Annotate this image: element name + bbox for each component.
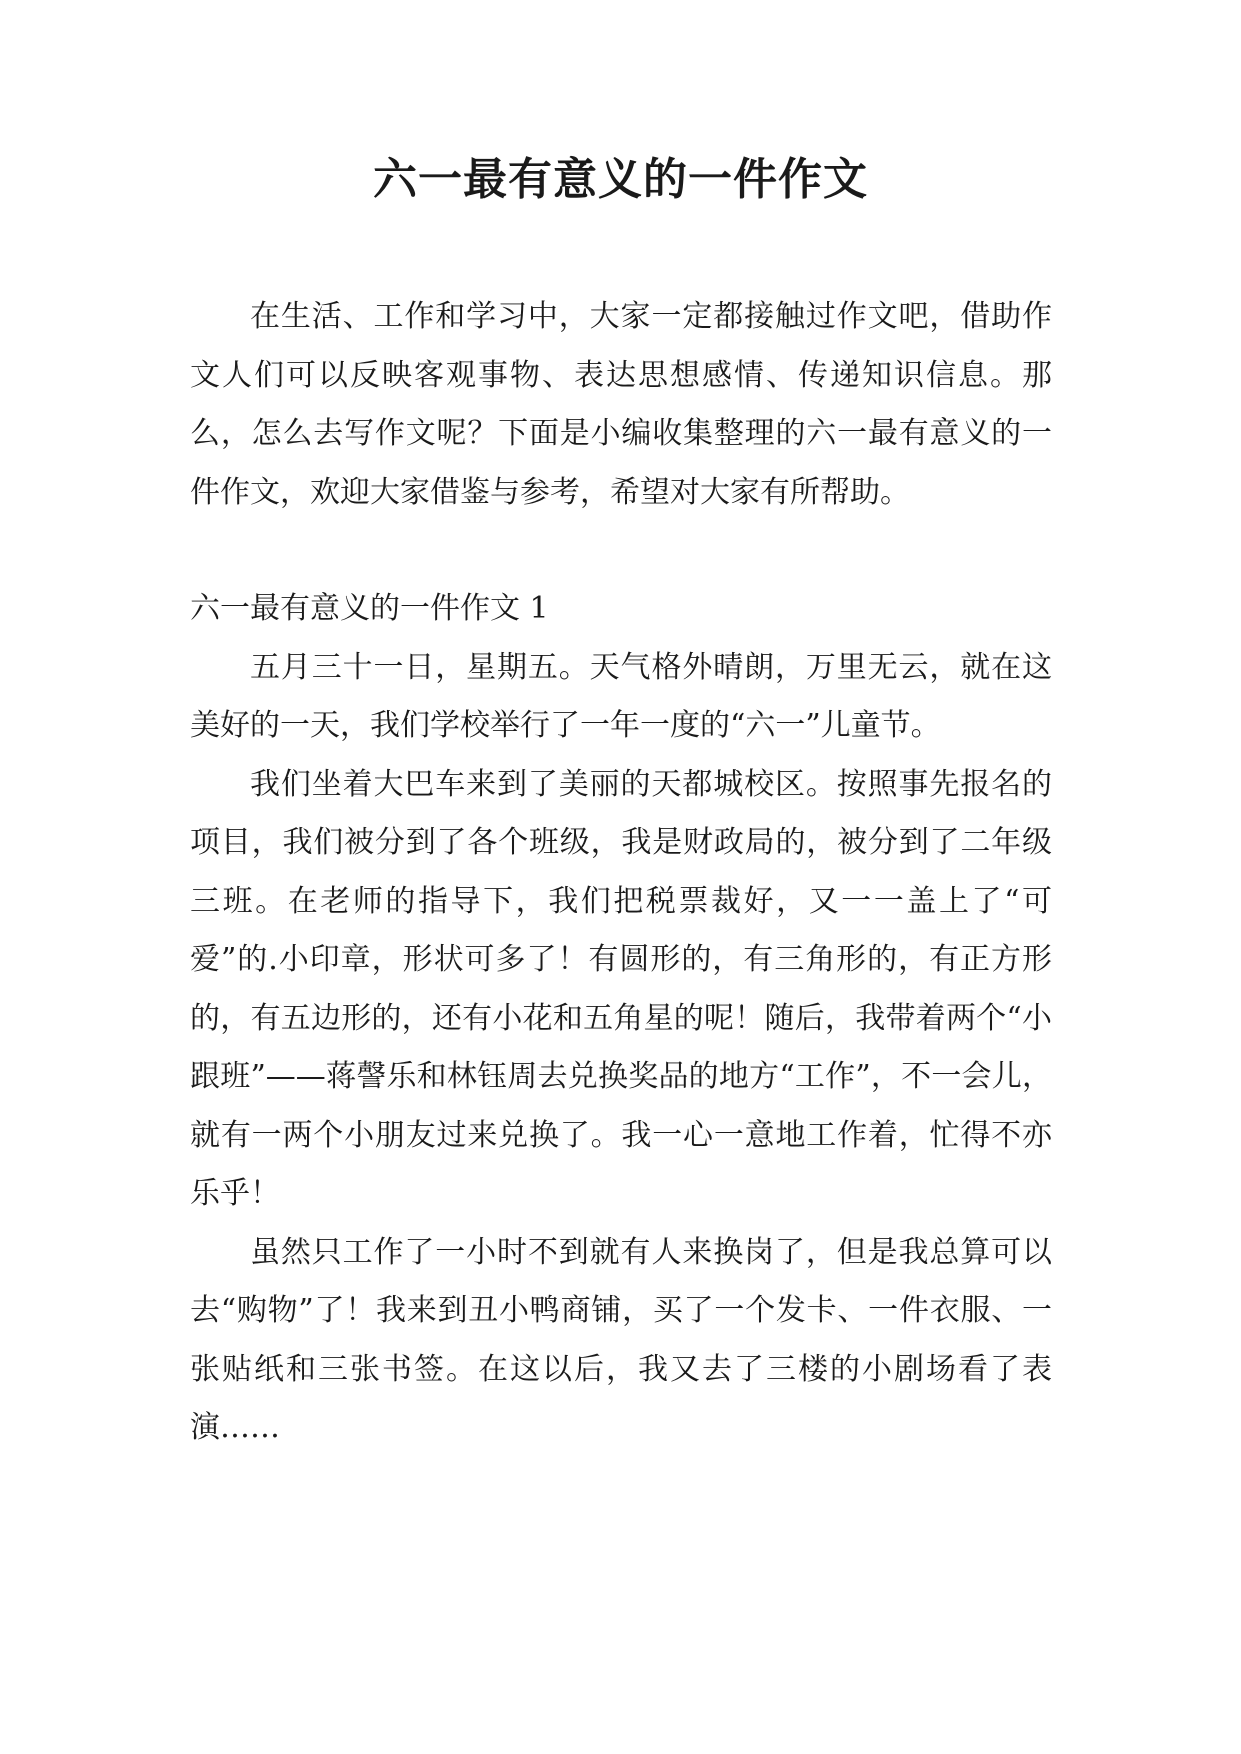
essay-paragraph-1: 五月三十一日，星期五。天气格外晴朗，万里无云，就在这美好的一天，我们学校举行了一年一度的“六一”儿童节。 [190, 649, 1052, 743]
document-title: 六一最有意义的一件作文 [373, 154, 868, 205]
intro-paragraph: 在生活、工作和学习中，大家一定都接触过作文吧，借助作文人们可以反映客观事物、表达思想感情、传递知识信息。那么，怎么去写作文呢？下面是小编收集整理的六一最有意义的一件作文，欢迎大家借鉴与参考，希望对大家有所帮助。 [190, 299, 1052, 510]
essay-paragraph-2: 我们坐着大巴车来到了美丽的天都城校区。按照事先报名的项目，我们被分到了各个班级，我是财政局的，被分到了二年级三班。在老师的指导下，我们把税票裁好，又一一盖上了“可爱”的.小印章，形状可多了！有圆形的，有三角形的，有正方形的，有五边形的，还有小花和五角星的呢！随后，我带着两个“小跟班”——蒋謦乐和林钰周去兑换奖品的地方“工作”，不一会儿，就有一两个小朋友过来兑换了。我一心一意地工作着，忙得不亦乐乎！ [190, 766, 1052, 1211]
essay-paragraph-3: 虽然只工作了一小时不到就有人来换岗了，但是我总算可以去“购物”了！我来到丑小鸭商铺，买了一个发卡、一件衣服、一张贴纸和三张书签。在这以后，我又去了三楼的小剧场看了表演…… [190, 1234, 1052, 1445]
essay-heading: 六一最有意义的一件作文 1 [190, 591, 549, 626]
document-body [190, 288, 1052, 1458]
section-spacer [190, 522, 1052, 580]
